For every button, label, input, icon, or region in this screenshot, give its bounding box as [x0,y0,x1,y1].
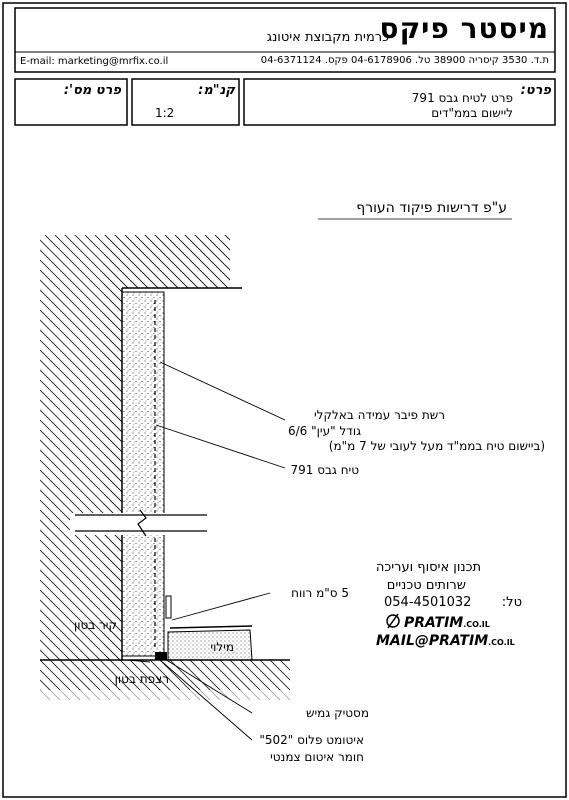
credit-brand [404,612,490,631]
company-name: מיסטר פיקס [379,12,549,45]
label-gap: 5 ס"מ רווח [291,586,349,600]
label-mesh-2: גודל "עין" 6/6 [288,424,362,438]
label-fill: מילוי [210,640,234,654]
mail-name: MAIL@PRATIM [376,633,489,649]
brand-name: PRATIM [404,615,464,631]
mail-suffix: .CO.IL [488,638,515,647]
plaster-layer [122,292,164,656]
label-sealant-2: חומר איטום צמנטי [270,750,364,764]
company-tagline: כרמית מקבוצת איטונג [266,30,389,45]
label-mesh-1: רשת פיבר עמידה באלקלי [313,408,445,422]
label-sealant-1: איטומט פלוס "502" [259,733,364,747]
label-concrete-floor: רצפת בטון [114,672,169,686]
company-email: E-mail: marketing@mrfix.co.il [20,56,169,67]
label-mesh-3: (ביישום טיח בממ"ד מעל לעובי של 7 מ"מ) [328,439,545,453]
break-mask [70,513,210,535]
label-concrete-wall: קיר בטון [73,618,117,632]
company-address: ת.ד. 3530 קיסריה 38900 טל. 04-6178906 פקס. 04-6371124 [260,55,549,66]
credit-phone: 054-4501032 [384,595,472,610]
detail-line-2: ליישום בממ"דים [431,106,513,120]
requirement-note: ע"פ דרישות פיקוד העורף [356,200,507,216]
floor-hatch-fade [40,690,290,702]
label-plaster: טיח גבס 791 [290,463,359,477]
page-number-label: פרט מס': [63,83,121,98]
brand-suffix: .CO.IL [463,620,490,629]
label-mastic: מסטיק גמיש [305,706,369,720]
scale-value: 1:2 [155,106,175,120]
credit-phone-label: טל: [501,595,522,610]
concrete-wall-hatch [40,235,104,660]
detail-label: פרט: [520,83,551,98]
credit-mail [376,630,515,649]
scale-label: קנ"מ: [198,83,235,98]
detail-line-1: פרט לטיח גבס 791 [411,91,513,105]
credit-line-1: תכנון איסוף ועריכה [375,560,481,575]
credit-line-2: שרותים טכניים [386,578,466,593]
